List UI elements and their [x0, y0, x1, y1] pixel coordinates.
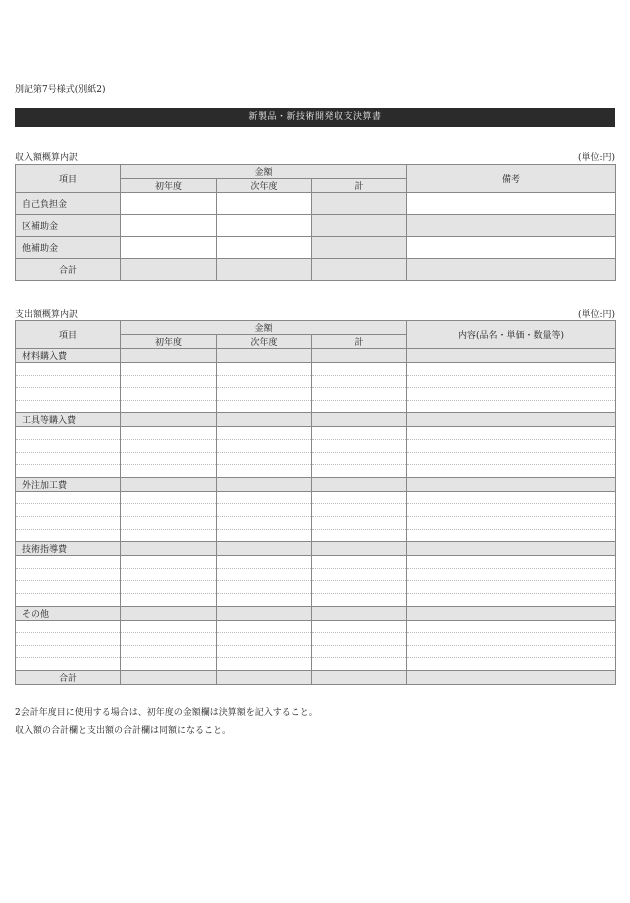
expense-next-year-cell[interactable] — [217, 504, 312, 517]
expense-category-cell — [121, 413, 217, 427]
expense-category-cell — [312, 606, 407, 620]
expense-first-year-cell[interactable] — [121, 645, 217, 658]
income-header-item: 項目 — [16, 165, 121, 193]
expense-first-year-cell[interactable] — [121, 529, 217, 542]
income-table — [15, 164, 616, 281]
table-row — [16, 593, 616, 606]
expense-item-cell[interactable] — [16, 363, 121, 376]
expense-details-cell[interactable] — [407, 556, 616, 569]
table-row — [16, 237, 616, 259]
table-row — [16, 375, 616, 388]
expense-header-next-year: 次年度 — [217, 335, 312, 349]
expense-item-cell[interactable] — [16, 452, 121, 465]
expense-header-item: 項目 — [16, 321, 121, 349]
expense-first-year-cell[interactable] — [121, 491, 217, 504]
expense-details-cell[interactable] — [407, 620, 616, 633]
expense-header-details: 内容(品名・単価・数量等) — [407, 321, 616, 349]
expense-item-cell[interactable] — [16, 388, 121, 401]
income-header-first-year: 初年度 — [121, 179, 217, 193]
expense-next-year-cell[interactable] — [217, 400, 312, 413]
income-remarks-cell[interactable] — [407, 193, 616, 215]
expense-next-year-cell[interactable] — [217, 581, 312, 594]
income-sum-cell — [312, 237, 407, 259]
table-row — [16, 388, 616, 401]
expense-next-year-cell[interactable] — [217, 645, 312, 658]
expense-total-cell[interactable] — [312, 593, 407, 606]
table-row — [16, 439, 616, 452]
income-header-amount: 金額 — [121, 165, 407, 179]
expense-category-cell — [217, 477, 312, 491]
income-input-cell[interactable] — [121, 237, 217, 259]
expense-next-year-cell[interactable] — [217, 363, 312, 376]
expense-first-year-cell[interactable] — [121, 388, 217, 401]
table-row — [16, 452, 616, 465]
expense-category-cell — [217, 542, 312, 556]
income-sum-cell — [217, 259, 312, 281]
expense-category-label: 材料購入費 — [16, 349, 121, 363]
expense-total-cell[interactable] — [312, 427, 407, 440]
note-2: 収入額の合計欄と支出額の合計欄は同額になること。 — [15, 726, 232, 736]
expense-first-year-cell[interactable] — [121, 556, 217, 569]
expense-total-cell — [217, 670, 312, 684]
expense-total-cell[interactable] — [312, 556, 407, 569]
income-row-label: 他補助金 — [16, 237, 121, 259]
expense-details-cell[interactable] — [407, 633, 616, 646]
expense-total-cell[interactable] — [312, 465, 407, 478]
expense-total-cell[interactable] — [312, 363, 407, 376]
table-row — [16, 620, 616, 633]
income-section-label: 収入額概算内訳 — [15, 153, 79, 163]
expense-next-year-cell[interactable] — [217, 516, 312, 529]
expense-next-year-cell[interactable] — [217, 491, 312, 504]
expense-total-label: 合計 — [16, 670, 121, 684]
income-unit-label: (単位:円) — [577, 153, 615, 163]
income-remarks-cell — [407, 259, 616, 281]
expense-item-cell[interactable] — [16, 516, 121, 529]
expense-item-cell[interactable] — [16, 375, 121, 388]
table-row — [16, 363, 616, 376]
expense-details-cell[interactable] — [407, 529, 616, 542]
table-row — [16, 645, 616, 658]
income-sum-cell — [312, 259, 407, 281]
form-id-label: 別記第7号様式(別紙2) — [15, 85, 106, 95]
expense-first-year-cell[interactable] — [121, 581, 217, 594]
expense-first-year-cell[interactable] — [121, 439, 217, 452]
income-sum-cell — [312, 193, 407, 215]
table-row — [16, 581, 616, 594]
expense-total-row — [16, 670, 616, 684]
expense-details-cell[interactable] — [407, 645, 616, 658]
table-row — [16, 529, 616, 542]
expense-category-cell — [121, 606, 217, 620]
expense-item-cell[interactable] — [16, 504, 121, 517]
expense-category-cell — [121, 477, 217, 491]
table-row — [16, 215, 616, 237]
expense-total-cell[interactable] — [312, 620, 407, 633]
income-remarks-cell — [407, 215, 616, 237]
expense-details-cell[interactable] — [407, 375, 616, 388]
expense-details-cell[interactable] — [407, 516, 616, 529]
expense-category-row — [16, 349, 616, 363]
income-row-label: 自己負担金 — [16, 193, 121, 215]
expense-category-cell — [121, 542, 217, 556]
expense-first-year-cell[interactable] — [121, 400, 217, 413]
table-row — [16, 465, 616, 478]
expense-header-total: 計 — [312, 335, 407, 349]
expense-next-year-cell[interactable] — [217, 427, 312, 440]
income-input-cell[interactable] — [121, 193, 217, 215]
expense-total-cell[interactable] — [312, 491, 407, 504]
table-row — [16, 504, 616, 517]
expense-category-cell — [217, 606, 312, 620]
expense-details-cell[interactable] — [407, 491, 616, 504]
expense-details-cell[interactable] — [407, 593, 616, 606]
expense-first-year-cell[interactable] — [121, 504, 217, 517]
expense-category-row — [16, 477, 616, 491]
expense-total-cell[interactable] — [312, 581, 407, 594]
expense-first-year-cell[interactable] — [121, 633, 217, 646]
expense-details-cell[interactable] — [407, 504, 616, 517]
expense-total-cell[interactable] — [312, 504, 407, 517]
expense-item-cell[interactable] — [16, 581, 121, 594]
expense-first-year-cell[interactable] — [121, 465, 217, 478]
expense-total-cell[interactable] — [312, 400, 407, 413]
expense-item-cell[interactable] — [16, 556, 121, 569]
expense-first-year-cell[interactable] — [121, 593, 217, 606]
expense-item-cell[interactable] — [16, 400, 121, 413]
expense-category-label: その他 — [16, 606, 121, 620]
expense-total-cell — [312, 670, 407, 684]
expense-item-cell[interactable] — [16, 491, 121, 504]
income-header-next-year: 次年度 — [217, 179, 312, 193]
expense-first-year-cell[interactable] — [121, 658, 217, 671]
expense-details-cell[interactable] — [407, 363, 616, 376]
table-row — [16, 427, 616, 440]
expense-next-year-cell[interactable] — [217, 556, 312, 569]
expense-first-year-cell[interactable] — [121, 620, 217, 633]
expense-category-cell — [217, 349, 312, 363]
expense-category-cell — [312, 542, 407, 556]
expense-next-year-cell[interactable] — [217, 620, 312, 633]
expense-category-label: 外注加工費 — [16, 477, 121, 491]
expense-total-cell[interactable] — [312, 439, 407, 452]
expense-item-cell[interactable] — [16, 593, 121, 606]
expense-next-year-cell[interactable] — [217, 658, 312, 671]
expense-total-cell[interactable] — [312, 568, 407, 581]
table-row — [16, 568, 616, 581]
expense-next-year-cell[interactable] — [217, 375, 312, 388]
expense-item-cell[interactable] — [16, 439, 121, 452]
expense-details-cell[interactable] — [407, 465, 616, 478]
expense-total-cell[interactable] — [312, 375, 407, 388]
table-row — [16, 259, 616, 281]
expense-next-year-cell[interactable] — [217, 465, 312, 478]
expense-first-year-cell[interactable] — [121, 427, 217, 440]
expense-total-cell[interactable] — [312, 658, 407, 671]
income-header-remarks: 備考 — [407, 165, 616, 193]
table-row — [16, 400, 616, 413]
expense-category-cell — [407, 542, 616, 556]
expense-item-cell[interactable] — [16, 633, 121, 646]
expense-details-cell[interactable] — [407, 452, 616, 465]
expense-category-label: 技術指導費 — [16, 542, 121, 556]
expense-category-label: 工具等購入費 — [16, 413, 121, 427]
expense-first-year-cell[interactable] — [121, 363, 217, 376]
document-title: 新製品・新技術開発収支決算書 — [15, 108, 615, 127]
table-row — [16, 193, 616, 215]
expense-total-cell — [121, 670, 217, 684]
expense-details-cell[interactable] — [407, 581, 616, 594]
table-row — [16, 491, 616, 504]
expense-category-cell — [407, 477, 616, 491]
expense-next-year-cell[interactable] — [217, 593, 312, 606]
expense-category-cell — [407, 413, 616, 427]
expense-total-cell[interactable] — [312, 645, 407, 658]
expense-total-cell — [407, 670, 616, 684]
expense-next-year-cell[interactable] — [217, 452, 312, 465]
expense-next-year-cell[interactable] — [217, 439, 312, 452]
expense-details-cell[interactable] — [407, 427, 616, 440]
expense-category-row — [16, 606, 616, 620]
expense-header-first-year: 初年度 — [121, 335, 217, 349]
income-remarks-cell[interactable] — [407, 237, 616, 259]
expense-next-year-cell[interactable] — [217, 529, 312, 542]
income-input-cell[interactable] — [217, 237, 312, 259]
expense-category-cell — [121, 349, 217, 363]
expense-table — [15, 320, 616, 685]
income-row-label: 区補助金 — [16, 215, 121, 237]
income-sum-cell — [312, 215, 407, 237]
expense-item-cell[interactable] — [16, 427, 121, 440]
expense-first-year-cell[interactable] — [121, 375, 217, 388]
income-input-cell[interactable] — [217, 215, 312, 237]
table-row — [16, 658, 616, 671]
expense-header-amount: 金額 — [121, 321, 407, 335]
expense-item-cell[interactable] — [16, 645, 121, 658]
expense-total-cell[interactable] — [312, 516, 407, 529]
expense-details-cell[interactable] — [407, 658, 616, 671]
expense-category-cell — [407, 349, 616, 363]
expense-details-cell[interactable] — [407, 439, 616, 452]
income-header-total: 計 — [312, 179, 407, 193]
expense-item-cell[interactable] — [16, 465, 121, 478]
expense-first-year-cell[interactable] — [121, 516, 217, 529]
expense-category-cell — [217, 413, 312, 427]
income-sum-cell — [121, 259, 217, 281]
expense-category-cell — [407, 606, 616, 620]
expense-category-row — [16, 413, 616, 427]
expense-details-cell[interactable] — [407, 388, 616, 401]
expense-first-year-cell[interactable] — [121, 568, 217, 581]
expense-item-cell[interactable] — [16, 620, 121, 633]
expense-unit-label: (単位:円) — [577, 310, 615, 320]
expense-item-cell[interactable] — [16, 658, 121, 671]
income-total-label: 合計 — [16, 259, 121, 281]
expense-section-label: 支出額概算内訳 — [15, 310, 79, 320]
expense-item-cell[interactable] — [16, 529, 121, 542]
expense-category-cell — [312, 413, 407, 427]
expense-category-cell — [312, 477, 407, 491]
expense-next-year-cell[interactable] — [217, 633, 312, 646]
note-1: 2会計年度目に使用する場合は、初年度の金額欄は決算額を記入すること。 — [15, 708, 318, 718]
expense-total-cell[interactable] — [312, 452, 407, 465]
income-input-cell[interactable] — [121, 215, 217, 237]
table-row — [16, 556, 616, 569]
table-row — [16, 516, 616, 529]
income-input-cell[interactable] — [217, 193, 312, 215]
expense-total-cell[interactable] — [312, 388, 407, 401]
expense-total-cell[interactable] — [312, 529, 407, 542]
expense-details-cell[interactable] — [407, 568, 616, 581]
table-row — [16, 633, 616, 646]
expense-first-year-cell[interactable] — [121, 452, 217, 465]
expense-details-cell[interactable] — [407, 400, 616, 413]
expense-item-cell[interactable] — [16, 568, 121, 581]
expense-category-row — [16, 542, 616, 556]
expense-next-year-cell[interactable] — [217, 568, 312, 581]
expense-total-cell[interactable] — [312, 633, 407, 646]
expense-next-year-cell[interactable] — [217, 388, 312, 401]
expense-category-cell — [312, 349, 407, 363]
